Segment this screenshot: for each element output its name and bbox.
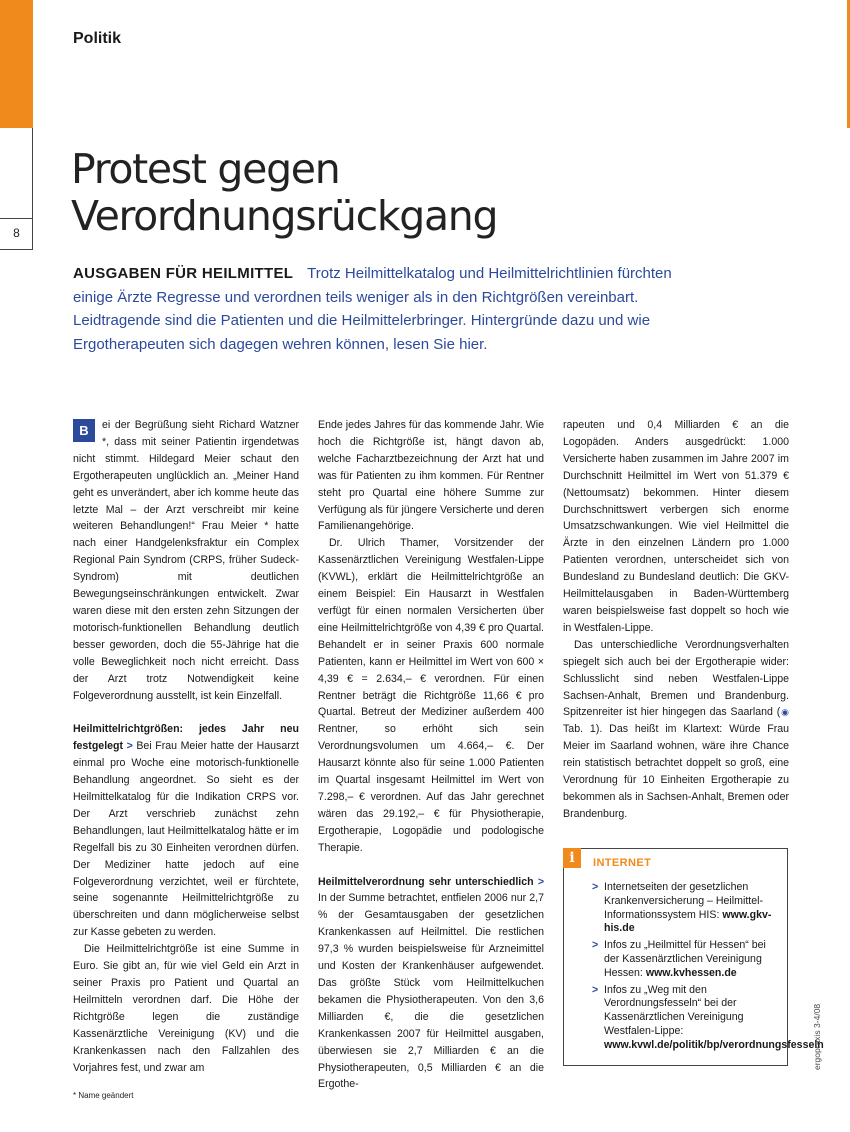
section-color-tab xyxy=(0,0,33,128)
footnote: * Name geändert xyxy=(73,1091,134,1100)
article-lead xyxy=(73,262,703,356)
journal-reference-text: ergopraxis 3-4/08 xyxy=(812,1003,822,1070)
title-line-2: Verordnungsrückgang xyxy=(71,192,498,240)
subheading-1: Heilmittelrichtgrößen: jedes Jahr neu festgelegt xyxy=(73,723,299,753)
paragraph-5-continued: rapeuten und 0,4 Milliarden € an die Logopäden. Anders ausgedrückt: 1.000 Versicherte haben zusammen im Jahre 2007 im Durchschnitt Heilmittel im Wert von 51.379 € (Nettoumsatz) bekommen. Hinter diesem Durchschnittswert verbergen sich enorme Umsatzschwankungen. Wie viel Heilmittel die Ärzte in den einzelnen Ländern pro 1.000 Patienten verordnen, unterscheidet sich von Bundesland zu Bundesland deutlich: Die GKV-Heilmittelausgaben in Baden-Württemberg waren beispielsweise fast doppelt so hoch wie in Westfalen-Lippe. xyxy=(563,419,789,634)
link-gkv-his[interactable]: www.gkv-his.de xyxy=(604,908,772,935)
paragraph-2-text: Bei Frau Meier hatte der Hausarzt einmal pro Woche eine motorisch-funktionelle Behandlung angeordnet. So sieht es der Heilmittelkatalog für die Indikation CRPS vor. Der Arzt verschrieb zunächst zehn Behandlungen, laut Heilmittelkatalog hätte er im Regelfall bis zu 30 Einheiten verordnen dürfen. Der Mediziner hatte jedoch auf eine Folgeverordnung verzichtet, weil er fürchtete, seine sogenannte Heilmittelrichtgröße zu überschreiten und dann möglicherweise selbst zur Kasse gebeten zu werden. xyxy=(73,740,299,939)
column-2 xyxy=(318,417,544,1093)
arrow-icon: > xyxy=(126,740,133,753)
subheading-2: Heilmittelverordnung sehr unterschiedlich xyxy=(318,875,534,888)
arrow-icon: > xyxy=(537,875,544,888)
paragraph-4: Dr. Ulrich Thamer, Vorsitzender der Kassenärztlichen Vereinigung Westfalen-Lippe (KVWL), erklärt die Heilmittelrichtgröße an einem Beispiel: Ein Hausarzt in Westfalen verfügt für einen normalen Versicherten über eine Heilmittelrichtgröße von 4,39 € pro Quartal. Behandelt er in seiner Praxis 600 normale Patienten, kann er Heilmittel im Wert von 600 × 4,39 € = 2.634,– € verordnen. Für einen Rentner beträgt die Richtgröße 11,66 € pro Quartal. Betreut der Mediziner außerdem 400 Rentner, so erhöht sich sein Verordnungsvolumen um 4.664,– €. Der Hausarzt könnte also für seine 1.000 Patienten im Quartal insgesamt Heilmittel im Wert von 7.298,– € verordnen. Auf das Jahr gerechnet wären das 29.192,– € für Physiotherapie, Ergotherapie, Logopädie und podologische Therapie. xyxy=(318,537,544,854)
title-line-1: Protest gegen xyxy=(71,145,340,193)
info-icon: i xyxy=(563,848,581,868)
info-item-3-text: Infos zu „Weg mit den Verordnungsfesseln“ bei der Kassenärztlichen Vereinigung Westfalen-Lippe: xyxy=(604,983,744,1037)
paragraph-subhead-2 xyxy=(318,874,544,1094)
info-item-1-text: Internetseiten der gesetzlichen Krankenversicherung – Heilmittel-Informationssystem HIS: xyxy=(604,881,763,921)
section-title: Politik xyxy=(73,30,122,47)
kicker: AUSGABEN FÜR HEILMITTEL xyxy=(73,265,294,282)
paragraph-3-continued: Ende jedes Jahres für das kommende Jahr. Wie hoch die Richtgröße ist, hängt davon ab, welche Facharztbezeichnung der Arzt hat und was für Patienten zu ihm kommen. Für Rentner steht pro Quartal eine höhere Summe zur Verfügung als für jüngere Versicherte und deren Familienangehörige. xyxy=(318,419,544,533)
paragraph-3: Die Heilmittelrichtgröße ist eine Summe in Euro. Sie gibt an, für wie viel Geld ein Arzt in seiner Praxis pro Patient und Quartal an Heilmitteln verordnen darf. Die Höhe der Richtgröße legen die zuständige Kassenärztliche Vereinigung (KV) und die Krankenkassen nach den Fallzahlen des Vorjahres fest, und zwar am xyxy=(73,943,299,1074)
link-kvwl[interactable]: www.kvwl.de/politik/bp/verordnungsfesseln xyxy=(604,1038,824,1051)
paragraph-1-text: ei der Begrüßung sieht Richard Watzner *, dass mit seiner Patientin irgendetwas nicht stimmt. Hildegard Meier schaut den Ergotherapeuten unglücklich an. „Meiner Hand geht es unverändert, aber ich komme heute das letzte Mal – der Arzt verschreibt mir keine weiteren Behandlungen!“ Frau Meier * hatte nach einer Handgelenksfraktur ein Complex Regional Pain Syndrom (CRPS, früher Sudeck-Syndrom) mit deutlichen Bewegungseinschränkungen entwickelt. Zwar waren diese mit den ersten zehn Sitzungen der motorisch-funktionellen Behandlung deutlich besser geworden, doch die 55-Jährige hat die volle Beweglichkeit noch nicht erreicht. Dass der Arzt trotz Notwendigkeit keine Folgeverordnung ausstellt, ist kein Einzelfall. xyxy=(73,419,299,702)
info-item-2 xyxy=(592,939,782,980)
info-item-2-text: Infos zu „Heilmittel für Hessen“ bei der Kassenärztlichen Vereinigung Hessen: xyxy=(604,939,766,979)
paragraph-6: Das unterschiedliche Verordnungsverhalten spiegelt sich auch bei der Ergotherapie wider: Schlusslicht sind neben Westfalen-Lippe Sachsen-Anhalt, Bremen und Brandenburg. Spitzenreiter ist hier hingegen das Saarland (◉ Tab. 1). Das heißt im Klartext: Würde Frau Meier im Saarland wohnen, wäre ihre Chance rein statistisch betrachtet doppelt so groß, eine Verordnung für 10 Einheiten Ergotherapie zu bekommen als in Sachsen-Anhalt, Bremen oder Brandenburg. xyxy=(563,638,790,820)
table-reference[interactable]: Tab. 1 xyxy=(563,723,596,736)
column-1 xyxy=(73,417,299,1076)
paragraph-5-text: In der Summe betrachtet, entfielen 2006 nur 2,7 % der Gesamtausgaben der gesetzlichen Krankenkassen auf Heilmittel. Die restlichen 97,3 % wurden beispielsweise für Arzneimittel und Kosten der Krankenhäuser aufgewendet. Das größte Stück vom Heilmittelkuchen bekamen die Physiotherapeuten. Von den 3,6 Milliarden €, die die gesetzlichen Krankenkassen 2007 für Heilmittel ausgaben, überwiesen sie 2,7 Milliarden € an die Physiotherapeuten, 0,5 Milliarden € an die Ergothe- xyxy=(318,892,544,1091)
info-item-1 xyxy=(592,881,782,936)
paragraph-intro xyxy=(73,417,299,704)
eye-icon: ◉ xyxy=(780,707,789,718)
column-3 xyxy=(563,417,789,823)
page-number: 8 xyxy=(13,226,20,240)
info-box-title: INTERNET xyxy=(593,857,652,869)
journal-reference xyxy=(812,1000,826,1070)
drop-cap: B xyxy=(73,419,95,442)
link-kvhessen[interactable]: www.kvhessen.de xyxy=(645,966,737,979)
margin-rule xyxy=(32,128,33,218)
article-title xyxy=(71,146,497,240)
lead-text: Trotz Heilmittelkatalog und Heilmittelrichtlinien fürchten einige Ärzte Regresse und verordnen teils weniger als in den Richtgrößen vereinbart. Leidtragende sind die Patienten und die Heilmittelerbringer. Hintergründe dazu und wie Ergotherapeuten sich dagegen wehren können, lesen Sie hier. xyxy=(73,265,672,353)
